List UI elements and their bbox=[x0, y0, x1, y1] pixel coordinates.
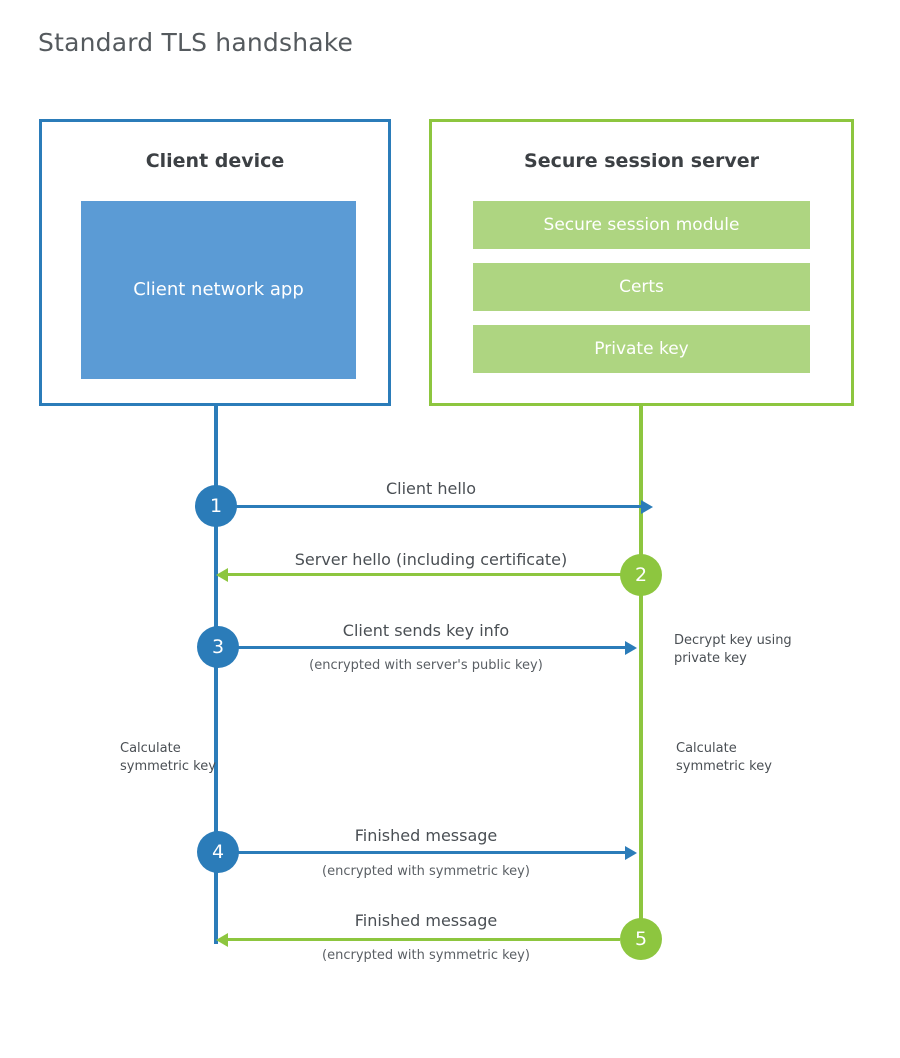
server-lifeline bbox=[639, 406, 643, 939]
step-3-arrow-line bbox=[216, 646, 625, 649]
note-decrypt-key-line1: Decrypt key using bbox=[674, 633, 792, 648]
step-badge-1: 1 bbox=[195, 485, 237, 527]
step-3-label: Client sends key info bbox=[342, 621, 510, 640]
client-device-box bbox=[39, 119, 391, 406]
note-client-calc-line1: Calculate bbox=[120, 741, 181, 756]
note-server-calculate-symmetric-key bbox=[676, 740, 772, 775]
step-1-arrow-line bbox=[216, 505, 641, 508]
step-3-arrow-head bbox=[625, 641, 637, 655]
step-5-sublabel: (encrypted with symmetric key) bbox=[322, 948, 530, 963]
server-component-certs: Certs bbox=[473, 263, 810, 311]
step-badge-3: 3 bbox=[197, 626, 239, 668]
client-network-app-block: Client network app bbox=[81, 201, 356, 379]
step-4-arrow-head bbox=[625, 846, 637, 860]
step-badge-4: 4 bbox=[197, 831, 239, 873]
secure-session-server-box bbox=[429, 119, 854, 406]
step-4-arrow-line bbox=[216, 851, 625, 854]
note-client-calc-line2: symmetric key bbox=[120, 758, 216, 774]
note-decrypt-key bbox=[674, 632, 792, 667]
secure-session-server-title: Secure session server bbox=[524, 150, 759, 172]
page-title: Standard TLS handshake bbox=[38, 28, 354, 57]
step-badge-2: 2 bbox=[620, 554, 662, 596]
server-component-secure-session-module: Secure session module bbox=[473, 201, 810, 249]
note-server-calc-line1: Calculate bbox=[676, 741, 737, 756]
server-component-private-key: Private key bbox=[473, 325, 810, 373]
step-2-arrow-head bbox=[216, 568, 228, 582]
note-server-calc-line2: symmetric key bbox=[676, 758, 772, 774]
step-3-sublabel: (encrypted with server's public key) bbox=[309, 658, 543, 673]
step-5-arrow-head bbox=[216, 933, 228, 947]
step-1-label: Client hello bbox=[385, 479, 477, 498]
step-2-label: Server hello (including certificate) bbox=[294, 550, 568, 569]
step-5-arrow-line bbox=[228, 938, 620, 941]
step-4-sublabel: (encrypted with symmetric key) bbox=[322, 864, 530, 879]
step-2-arrow-line bbox=[228, 573, 641, 576]
step-1-arrow-head bbox=[641, 500, 653, 514]
step-4-label: Finished message bbox=[354, 826, 498, 845]
note-decrypt-key-line2: private key bbox=[674, 650, 747, 666]
step-5-label: Finished message bbox=[354, 911, 498, 930]
step-badge-5: 5 bbox=[620, 918, 662, 960]
client-device-title: Client device bbox=[145, 150, 285, 172]
note-client-calculate-symmetric-key bbox=[120, 740, 216, 775]
